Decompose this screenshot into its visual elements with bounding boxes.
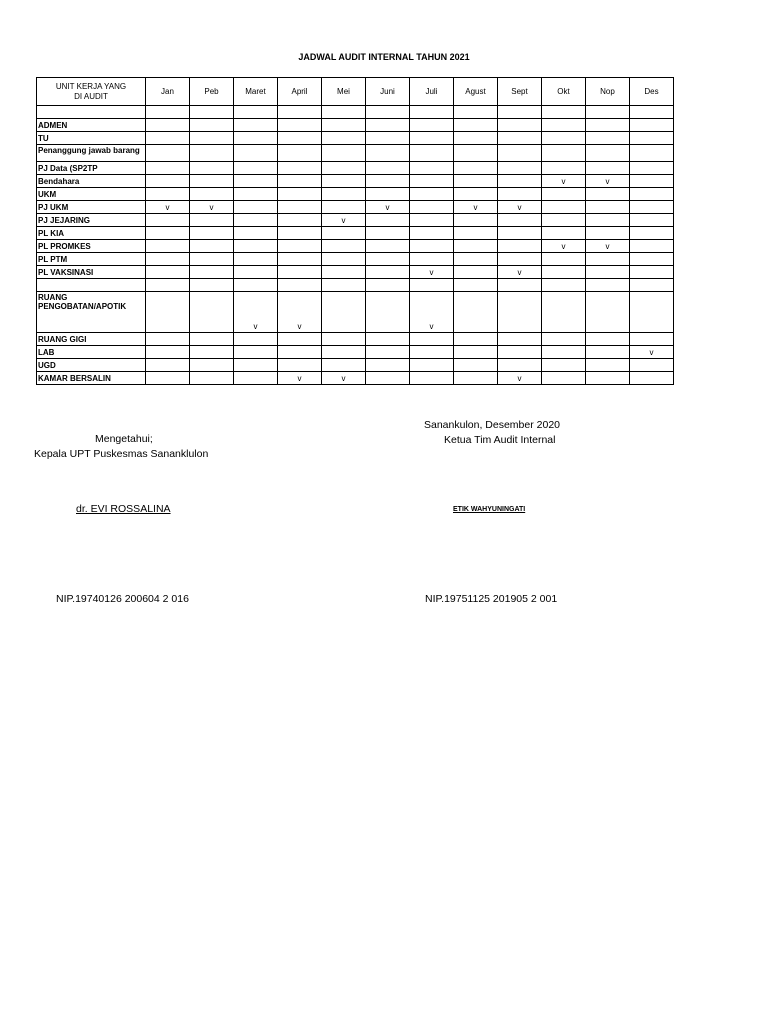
schedule-mark-cell [234,333,278,346]
schedule-mark-cell [146,279,190,292]
schedule-mark-cell [630,119,674,132]
schedule-mark-cell [586,279,630,292]
month-header-mei: Mei [322,78,366,106]
schedule-mark-cell [278,201,322,214]
schedule-mark-cell [454,227,498,240]
schedule-mark-cell [630,372,674,385]
schedule-mark-cell [234,227,278,240]
schedule-mark-cell [542,266,586,279]
schedule-mark-cell [146,346,190,359]
schedule-mark-cell [322,132,366,145]
schedule-mark-cell [542,333,586,346]
schedule-mark-cell [586,292,630,333]
schedule-mark-cell [454,333,498,346]
schedule-mark-cell [498,214,542,227]
schedule-mark-cell [234,214,278,227]
unit-cell: PL VAKSINASI [37,266,146,279]
audit-schedule-table [36,77,674,385]
schedule-mark-cell [146,266,190,279]
schedule-mark-cell [498,333,542,346]
schedule-mark-cell [498,188,542,201]
unit-cell: UGD [37,359,146,372]
schedule-mark-cell [278,346,322,359]
schedule-mark-cell [322,145,366,162]
schedule-mark-cell [410,359,454,372]
schedule-mark-cell [366,106,410,119]
schedule-mark-cell [542,292,586,333]
schedule-mark-cell: v [322,372,366,385]
schedule-mark-cell: v [410,266,454,279]
schedule-mark-cell [498,106,542,119]
schedule-mark-cell [630,266,674,279]
unit-cell: UKM [37,188,146,201]
schedule-mark-cell [190,175,234,188]
schedule-mark-cell [190,188,234,201]
schedule-mark-cell [630,175,674,188]
schedule-mark-cell [454,372,498,385]
schedule-mark-cell [234,119,278,132]
table-body [37,106,674,385]
table-row [37,279,674,292]
schedule-mark-cell [542,253,586,266]
schedule-mark-cell: v [630,346,674,359]
schedule-mark-cell: v [410,292,454,333]
schedule-mark-cell: v [322,214,366,227]
schedule-mark-cell [454,214,498,227]
unit-cell [37,106,146,119]
schedule-mark-cell [146,359,190,372]
schedule-mark-cell [366,253,410,266]
schedule-mark-cell [322,227,366,240]
schedule-mark-cell [630,145,674,162]
table-row [37,240,674,253]
schedule-mark-cell [630,132,674,145]
schedule-mark-cell [278,253,322,266]
table-row [37,188,674,201]
month-header-nop: Nop [586,78,630,106]
schedule-mark-cell [234,359,278,372]
schedule-mark-cell [454,279,498,292]
schedule-mark-cell [278,145,322,162]
schedule-mark-cell [498,145,542,162]
unit-cell: PL PROMKES [37,240,146,253]
schedule-mark-cell [630,162,674,175]
schedule-mark-cell [542,132,586,145]
schedule-mark-cell [146,106,190,119]
schedule-mark-cell: v [542,240,586,253]
schedule-mark-cell [410,175,454,188]
schedule-mark-cell [542,227,586,240]
schedule-mark-cell [498,292,542,333]
schedule-mark-cell [190,346,234,359]
schedule-mark-cell [454,266,498,279]
schedule-mark-cell [410,279,454,292]
schedule-mark-cell [410,372,454,385]
schedule-mark-cell [630,240,674,253]
schedule-mark-cell [146,145,190,162]
schedule-mark-cell [542,214,586,227]
schedule-mark-cell [190,106,234,119]
schedule-mark-cell [322,359,366,372]
schedule-mark-cell [146,175,190,188]
schedule-mark-cell [234,201,278,214]
table-row [37,175,674,188]
schedule-mark-cell [498,132,542,145]
schedule-mark-cell [498,346,542,359]
schedule-mark-cell [322,333,366,346]
schedule-mark-cell [322,119,366,132]
unit-cell: Penanggung jawab barang [37,145,146,162]
schedule-mark-cell [190,214,234,227]
schedule-mark-cell [278,175,322,188]
month-header-peb: Peb [190,78,234,106]
month-header-sept: Sept [498,78,542,106]
schedule-mark-cell [366,266,410,279]
schedule-mark-cell: v [542,175,586,188]
unit-cell: LAB [37,346,146,359]
schedule-mark-cell [410,188,454,201]
schedule-mark-cell [278,119,322,132]
schedule-mark-cell [322,175,366,188]
schedule-mark-cell [278,240,322,253]
schedule-mark-cell [586,214,630,227]
schedule-mark-cell [190,227,234,240]
schedule-mark-cell [454,132,498,145]
unit-cell: PL PTM [37,253,146,266]
schedule-mark-cell [542,201,586,214]
schedule-mark-cell [586,333,630,346]
schedule-mark-cell [190,266,234,279]
schedule-mark-cell [190,132,234,145]
schedule-mark-cell [190,253,234,266]
month-header-maret: Maret [234,78,278,106]
schedule-mark-cell [366,359,410,372]
unit-cell: PJ JEJARING [37,214,146,227]
schedule-mark-cell [146,292,190,333]
schedule-mark-cell: v [498,201,542,214]
unit-cell: RUANG PENGOBATAN/APOTIK [37,292,146,333]
table-row [37,132,674,145]
schedule-mark-cell [498,175,542,188]
schedule-mark-cell [234,266,278,279]
schedule-mark-cell [410,346,454,359]
schedule-mark-cell [278,227,322,240]
schedule-mark-cell [278,333,322,346]
schedule-mark-cell [146,132,190,145]
table-row [37,359,674,372]
schedule-mark-cell [234,372,278,385]
schedule-mark-cell [410,132,454,145]
month-header-des: Des [630,78,674,106]
schedule-mark-cell [146,188,190,201]
schedule-mark-cell [278,106,322,119]
schedule-mark-cell [586,201,630,214]
schedule-mark-cell [586,119,630,132]
schedule-mark-cell [410,253,454,266]
schedule-mark-cell [146,240,190,253]
schedule-mark-cell [366,227,410,240]
schedule-mark-cell [410,240,454,253]
schedule-mark-cell [454,175,498,188]
table-row [37,119,674,132]
schedule-mark-cell [454,359,498,372]
schedule-mark-cell [498,227,542,240]
schedule-mark-cell [586,227,630,240]
schedule-mark-cell [366,372,410,385]
month-header-okt: Okt [542,78,586,106]
schedule-mark-cell [542,372,586,385]
unit-cell: PJ Data (SP2TP [37,162,146,175]
schedule-mark-cell: v [234,292,278,333]
unit-cell: TU [37,132,146,145]
table-row [37,253,674,266]
unit-column-header: UNIT KERJA YANG DI AUDIT [37,78,146,106]
schedule-mark-cell [410,162,454,175]
schedule-mark-cell [366,292,410,333]
schedule-mark-cell [454,253,498,266]
schedule-mark-cell [366,214,410,227]
schedule-mark-cell [630,227,674,240]
unit-cell: Bendahara [37,175,146,188]
schedule-mark-cell [366,188,410,201]
acknowledged-label: Mengetahui; [95,433,153,445]
schedule-mark-cell [454,240,498,253]
schedule-mark-cell: v [454,201,498,214]
schedule-mark-cell [278,162,322,175]
schedule-mark-cell [454,346,498,359]
schedule-mark-cell [190,279,234,292]
schedule-mark-cell [146,372,190,385]
schedule-mark-cell [146,227,190,240]
table-row [37,292,674,333]
schedule-mark-cell [190,240,234,253]
month-header-april: April [278,78,322,106]
schedule-mark-cell [630,253,674,266]
schedule-mark-cell [410,333,454,346]
schedule-mark-cell [234,162,278,175]
left-signer-position: Kepala UPT Puskesmas Sananklulon [34,448,209,460]
table-row [37,162,674,175]
schedule-mark-cell [454,188,498,201]
schedule-mark-cell [322,346,366,359]
schedule-mark-cell [278,132,322,145]
schedule-mark-cell [630,106,674,119]
unit-cell: PL KIA [37,227,146,240]
schedule-mark-cell [586,372,630,385]
schedule-mark-cell [454,119,498,132]
schedule-mark-cell [366,333,410,346]
schedule-mark-cell [322,279,366,292]
schedule-mark-cell [454,106,498,119]
schedule-mark-cell [234,132,278,145]
schedule-mark-cell [190,162,234,175]
schedule-mark-cell: v [366,201,410,214]
schedule-mark-cell [322,292,366,333]
schedule-mark-cell [278,188,322,201]
schedule-mark-cell [410,106,454,119]
table-header-row [37,78,674,106]
schedule-mark-cell [366,240,410,253]
schedule-mark-cell [542,346,586,359]
schedule-mark-cell [630,214,674,227]
schedule-mark-cell [322,162,366,175]
schedule-mark-cell [454,162,498,175]
right-signer-position: Ketua Tim Audit Internal [444,434,556,446]
schedule-mark-cell [366,346,410,359]
schedule-mark-cell [234,240,278,253]
schedule-mark-cell [146,253,190,266]
table-row [37,346,674,359]
schedule-mark-cell [322,253,366,266]
month-header-jan: Jan [146,78,190,106]
schedule-mark-cell: v [586,240,630,253]
place-date: Sanankulon, Desember 2020 [424,419,561,431]
schedule-mark-cell [542,162,586,175]
table-row [37,214,674,227]
schedule-mark-cell [278,359,322,372]
table-row [37,201,674,214]
schedule-mark-cell: v [586,175,630,188]
schedule-mark-cell [146,162,190,175]
schedule-mark-cell [234,106,278,119]
unit-cell [37,279,146,292]
table-row [37,145,674,162]
schedule-mark-cell [146,119,190,132]
unit-cell: PJ UKM [37,201,146,214]
schedule-mark-cell [278,266,322,279]
schedule-mark-cell [366,132,410,145]
left-signer-nip: NIP.19740126 200604 2 016 [56,593,189,605]
schedule-mark-cell [498,240,542,253]
schedule-mark-cell [146,333,190,346]
schedule-mark-cell [366,119,410,132]
schedule-mark-cell [498,162,542,175]
month-header-juni: Juni [366,78,410,106]
left-signer-name: dr. EVI ROSSALINA [76,503,171,515]
schedule-mark-cell [586,162,630,175]
right-signer-nip: NIP.19751125 201905 2 001 [425,593,558,605]
schedule-mark-cell [542,119,586,132]
table-row [37,266,674,279]
schedule-mark-cell [630,359,674,372]
schedule-mark-cell [410,119,454,132]
schedule-mark-cell [190,292,234,333]
schedule-mark-cell [454,292,498,333]
month-header-juli: Juli [410,78,454,106]
schedule-mark-cell [234,145,278,162]
schedule-mark-cell [234,346,278,359]
table-row [37,333,674,346]
schedule-mark-cell [410,201,454,214]
schedule-mark-cell [630,333,674,346]
schedule-mark-cell [410,145,454,162]
schedule-mark-cell [542,145,586,162]
right-signer-name: ETIK WAHYUNINGATI [453,506,526,513]
schedule-mark-cell [542,359,586,372]
schedule-mark-cell [586,188,630,201]
schedule-mark-cell [630,279,674,292]
schedule-mark-cell [586,145,630,162]
table-row [37,106,674,119]
schedule-mark-cell: v [498,372,542,385]
schedule-mark-cell [278,279,322,292]
schedule-mark-cell [278,214,322,227]
schedule-mark-cell [322,106,366,119]
table-row [37,372,674,385]
schedule-mark-cell [498,253,542,266]
schedule-mark-cell [586,106,630,119]
schedule-mark-cell [366,279,410,292]
schedule-mark-cell [322,188,366,201]
unit-cell: RUANG GIGI [37,333,146,346]
schedule-mark-cell [190,359,234,372]
schedule-mark-cell [586,253,630,266]
schedule-mark-cell [190,145,234,162]
schedule-mark-cell [234,175,278,188]
schedule-mark-cell [410,214,454,227]
schedule-mark-cell: v [190,201,234,214]
schedule-mark-cell [498,359,542,372]
schedule-mark-cell: v [498,266,542,279]
schedule-mark-cell [542,279,586,292]
schedule-mark-cell [630,201,674,214]
schedule-mark-cell [498,119,542,132]
schedule-mark-cell [586,132,630,145]
schedule-mark-cell [454,145,498,162]
schedule-mark-cell [630,292,674,333]
month-header-agust: Agust [454,78,498,106]
schedule-mark-cell [586,359,630,372]
schedule-mark-cell [190,372,234,385]
schedule-mark-cell [234,188,278,201]
schedule-mark-cell [630,188,674,201]
schedule-mark-cell [498,279,542,292]
schedule-mark-cell [234,253,278,266]
schedule-mark-cell [146,214,190,227]
schedule-mark-cell [190,119,234,132]
unit-cell: KAMAR BERSALIN [37,372,146,385]
schedule-mark-cell: v [278,372,322,385]
schedule-mark-cell [322,201,366,214]
schedule-mark-cell [586,346,630,359]
unit-cell: ADMEN [37,119,146,132]
document-title: JADWAL AUDIT INTERNAL TAHUN 2021 [298,52,470,62]
schedule-mark-cell [322,266,366,279]
schedule-mark-cell [410,227,454,240]
schedule-mark-cell: v [278,292,322,333]
schedule-mark-cell [366,175,410,188]
schedule-mark-cell [542,106,586,119]
schedule-mark-cell [366,162,410,175]
schedule-mark-cell [542,188,586,201]
schedule-mark-cell [322,240,366,253]
schedule-mark-cell [234,279,278,292]
schedule-mark-cell [366,145,410,162]
table-row [37,227,674,240]
schedule-mark-cell: v [146,201,190,214]
schedule-mark-cell [190,333,234,346]
schedule-mark-cell [586,266,630,279]
